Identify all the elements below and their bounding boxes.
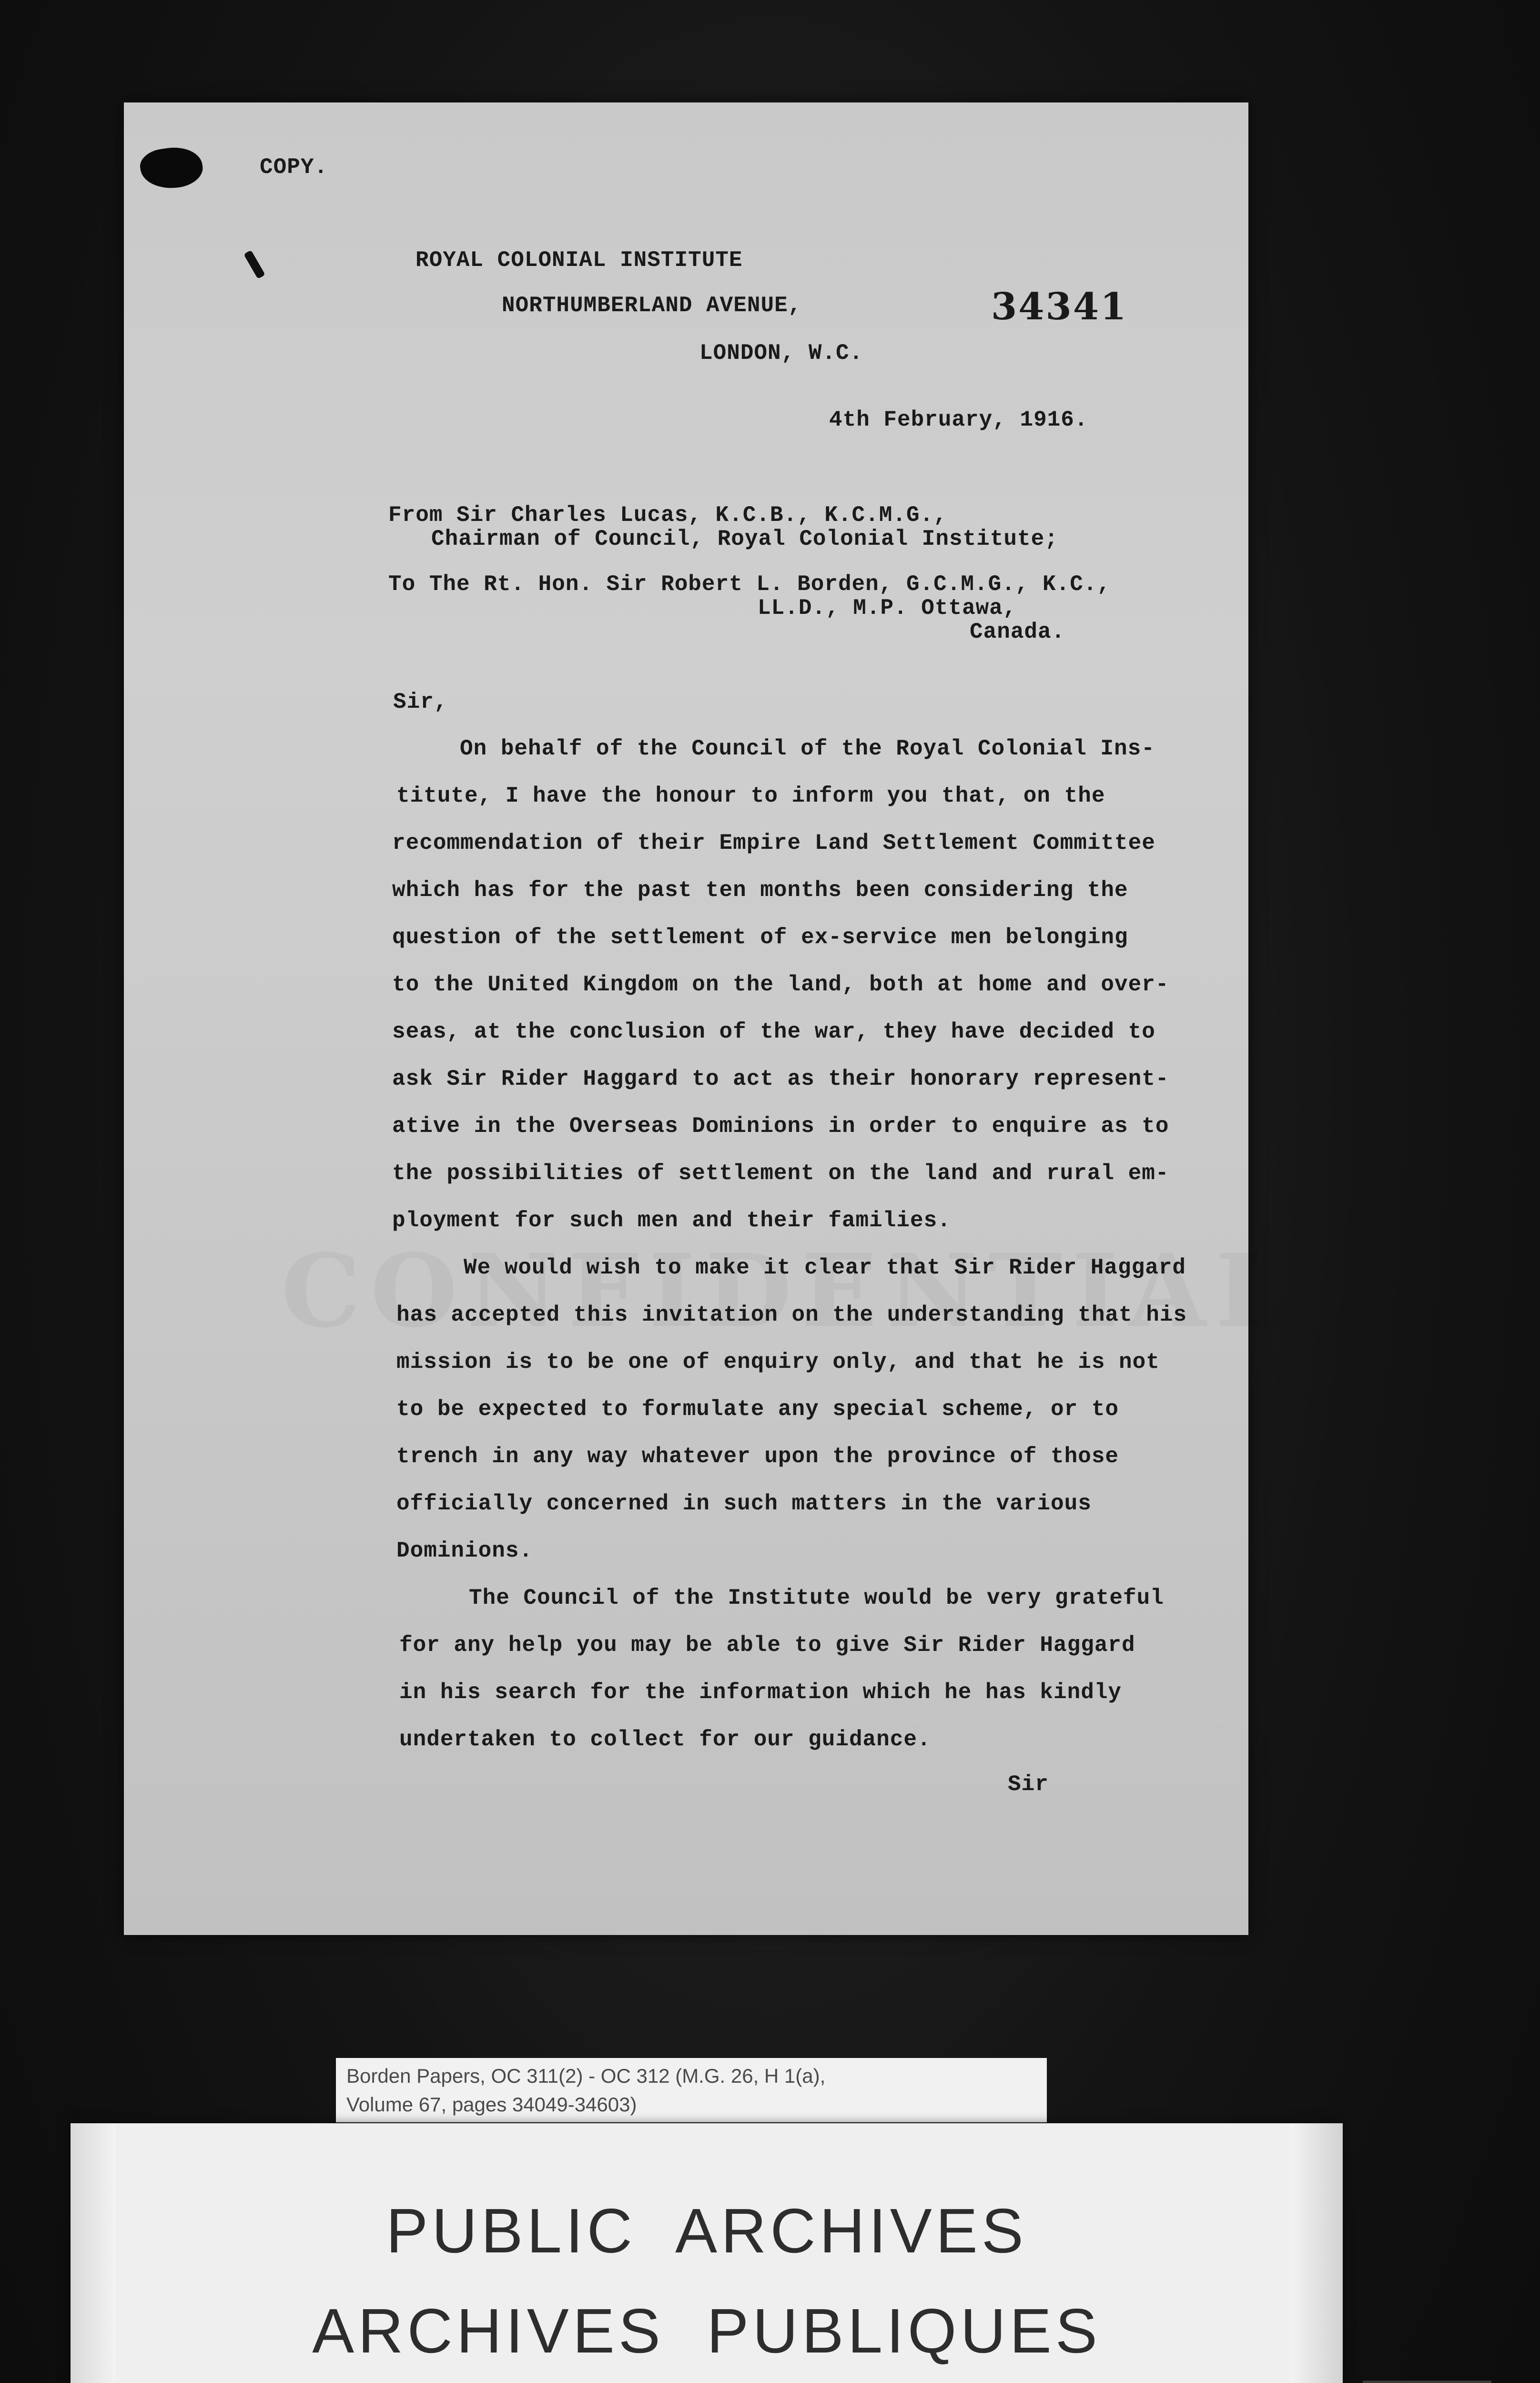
- paragraph-1-line: ative in the Overseas Dominions in order to enquire as to: [392, 1114, 1169, 1139]
- archive-card-title-english: PUBLIC ARCHIVES: [386, 2196, 1027, 2266]
- letter-page: [124, 102, 1248, 1935]
- paragraph-1-line: question of the settlement of ex-service men belonging: [392, 925, 1128, 950]
- archive-card: [71, 2123, 1343, 2383]
- paragraph-3-line: for any help you may be able to give Sir Rider Haggard: [399, 1633, 1135, 1658]
- to-line-2: LL.D., M.P. Ottawa,: [758, 596, 1017, 621]
- paragraph-2-line: officially concerned in such matters in the various: [396, 1491, 1092, 1516]
- paragraph-1-line: the possibilities of settlement on the land and rural em-: [392, 1161, 1169, 1186]
- paragraph-1-line: recommendation of their Empire Land Settlement Committee: [392, 831, 1155, 855]
- paragraph-1-line: ask Sir Rider Haggard to act as their honorary represent-: [392, 1067, 1169, 1091]
- paragraph-1-line: ployment for such men and their families.: [392, 1208, 951, 1233]
- archive-card-title-french: ARCHIVES PUBLIQUES: [312, 2296, 1101, 2366]
- paragraph-1-line: seas, at the conclusion of the war, they have decided to: [392, 1019, 1155, 1044]
- reference-line-2: Volume 67, pages 34049-34603): [346, 2093, 637, 2116]
- paragraph-1-line: titute, I have the honour to inform you that, on the: [396, 784, 1105, 808]
- letterhead-line-2: NORTHUMBERLAND AVENUE,: [502, 293, 802, 318]
- paragraph-3-line: in his search for the information which he has kindly: [399, 1680, 1122, 1705]
- copy-mark: COPY.: [260, 155, 328, 180]
- paragraph-2-line: trench in any way whatever upon the province of those: [396, 1444, 1119, 1469]
- faint-stamp-bleedthrough: [281, 1232, 1296, 1350]
- ink-mark: [243, 250, 265, 279]
- paragraph-2-line: Dominions.: [396, 1538, 533, 1563]
- archive-reference-slip: [336, 2058, 1047, 2122]
- letterhead-line-1: ROYAL COLONIAL INSTITUTE: [415, 248, 743, 273]
- paragraph-2-line: to be expected to formulate any special scheme, or to: [396, 1397, 1119, 1422]
- file-number: 34341: [991, 285, 1128, 328]
- salutation: Sir,: [393, 690, 448, 714]
- paragraph-3-line: The Council of the Institute would be very grateful: [469, 1586, 1164, 1610]
- letterhead-line-3: LONDON, W.C.: [699, 341, 863, 366]
- paragraph-1-line: On behalf of the Council of the Royal Colonial Ins-: [460, 736, 1155, 761]
- archives-logo-icon: [1363, 2381, 1491, 2383]
- ink-blot: [138, 143, 205, 192]
- paragraph-2-line: has accepted this invitation on the understanding that his: [396, 1303, 1187, 1327]
- paragraph-1-line: to the United Kingdom on the land, both at home and over-: [392, 972, 1169, 997]
- letter-date: 4th February, 1916.: [829, 407, 1088, 432]
- paragraph-2-line: We would wish to make it clear that Sir Rider Haggard: [464, 1255, 1186, 1280]
- paragraph-3-line: undertaken to collect for our guidance.: [399, 1727, 931, 1752]
- catchword: Sir: [1008, 1772, 1049, 1797]
- from-line-2: Chairman of Council, Royal Colonial Institute;: [431, 527, 1058, 551]
- to-line-1: To The Rt. Hon. Sir Robert L. Borden, G.C.M.G., K.C.,: [388, 572, 1111, 597]
- to-line-3: Canada.: [970, 620, 1065, 644]
- from-line-1: From Sir Charles Lucas, K.C.B., K.C.M.G.,: [388, 503, 947, 528]
- paragraph-2-line: mission is to be one of enquiry only, and that he is not: [396, 1350, 1160, 1375]
- reference-line-1: Borden Papers, OC 311(2) - OC 312 (M.G. 26, H 1(a),: [346, 2065, 826, 2087]
- paragraph-1-line: which has for the past ten months been considering the: [392, 878, 1128, 903]
